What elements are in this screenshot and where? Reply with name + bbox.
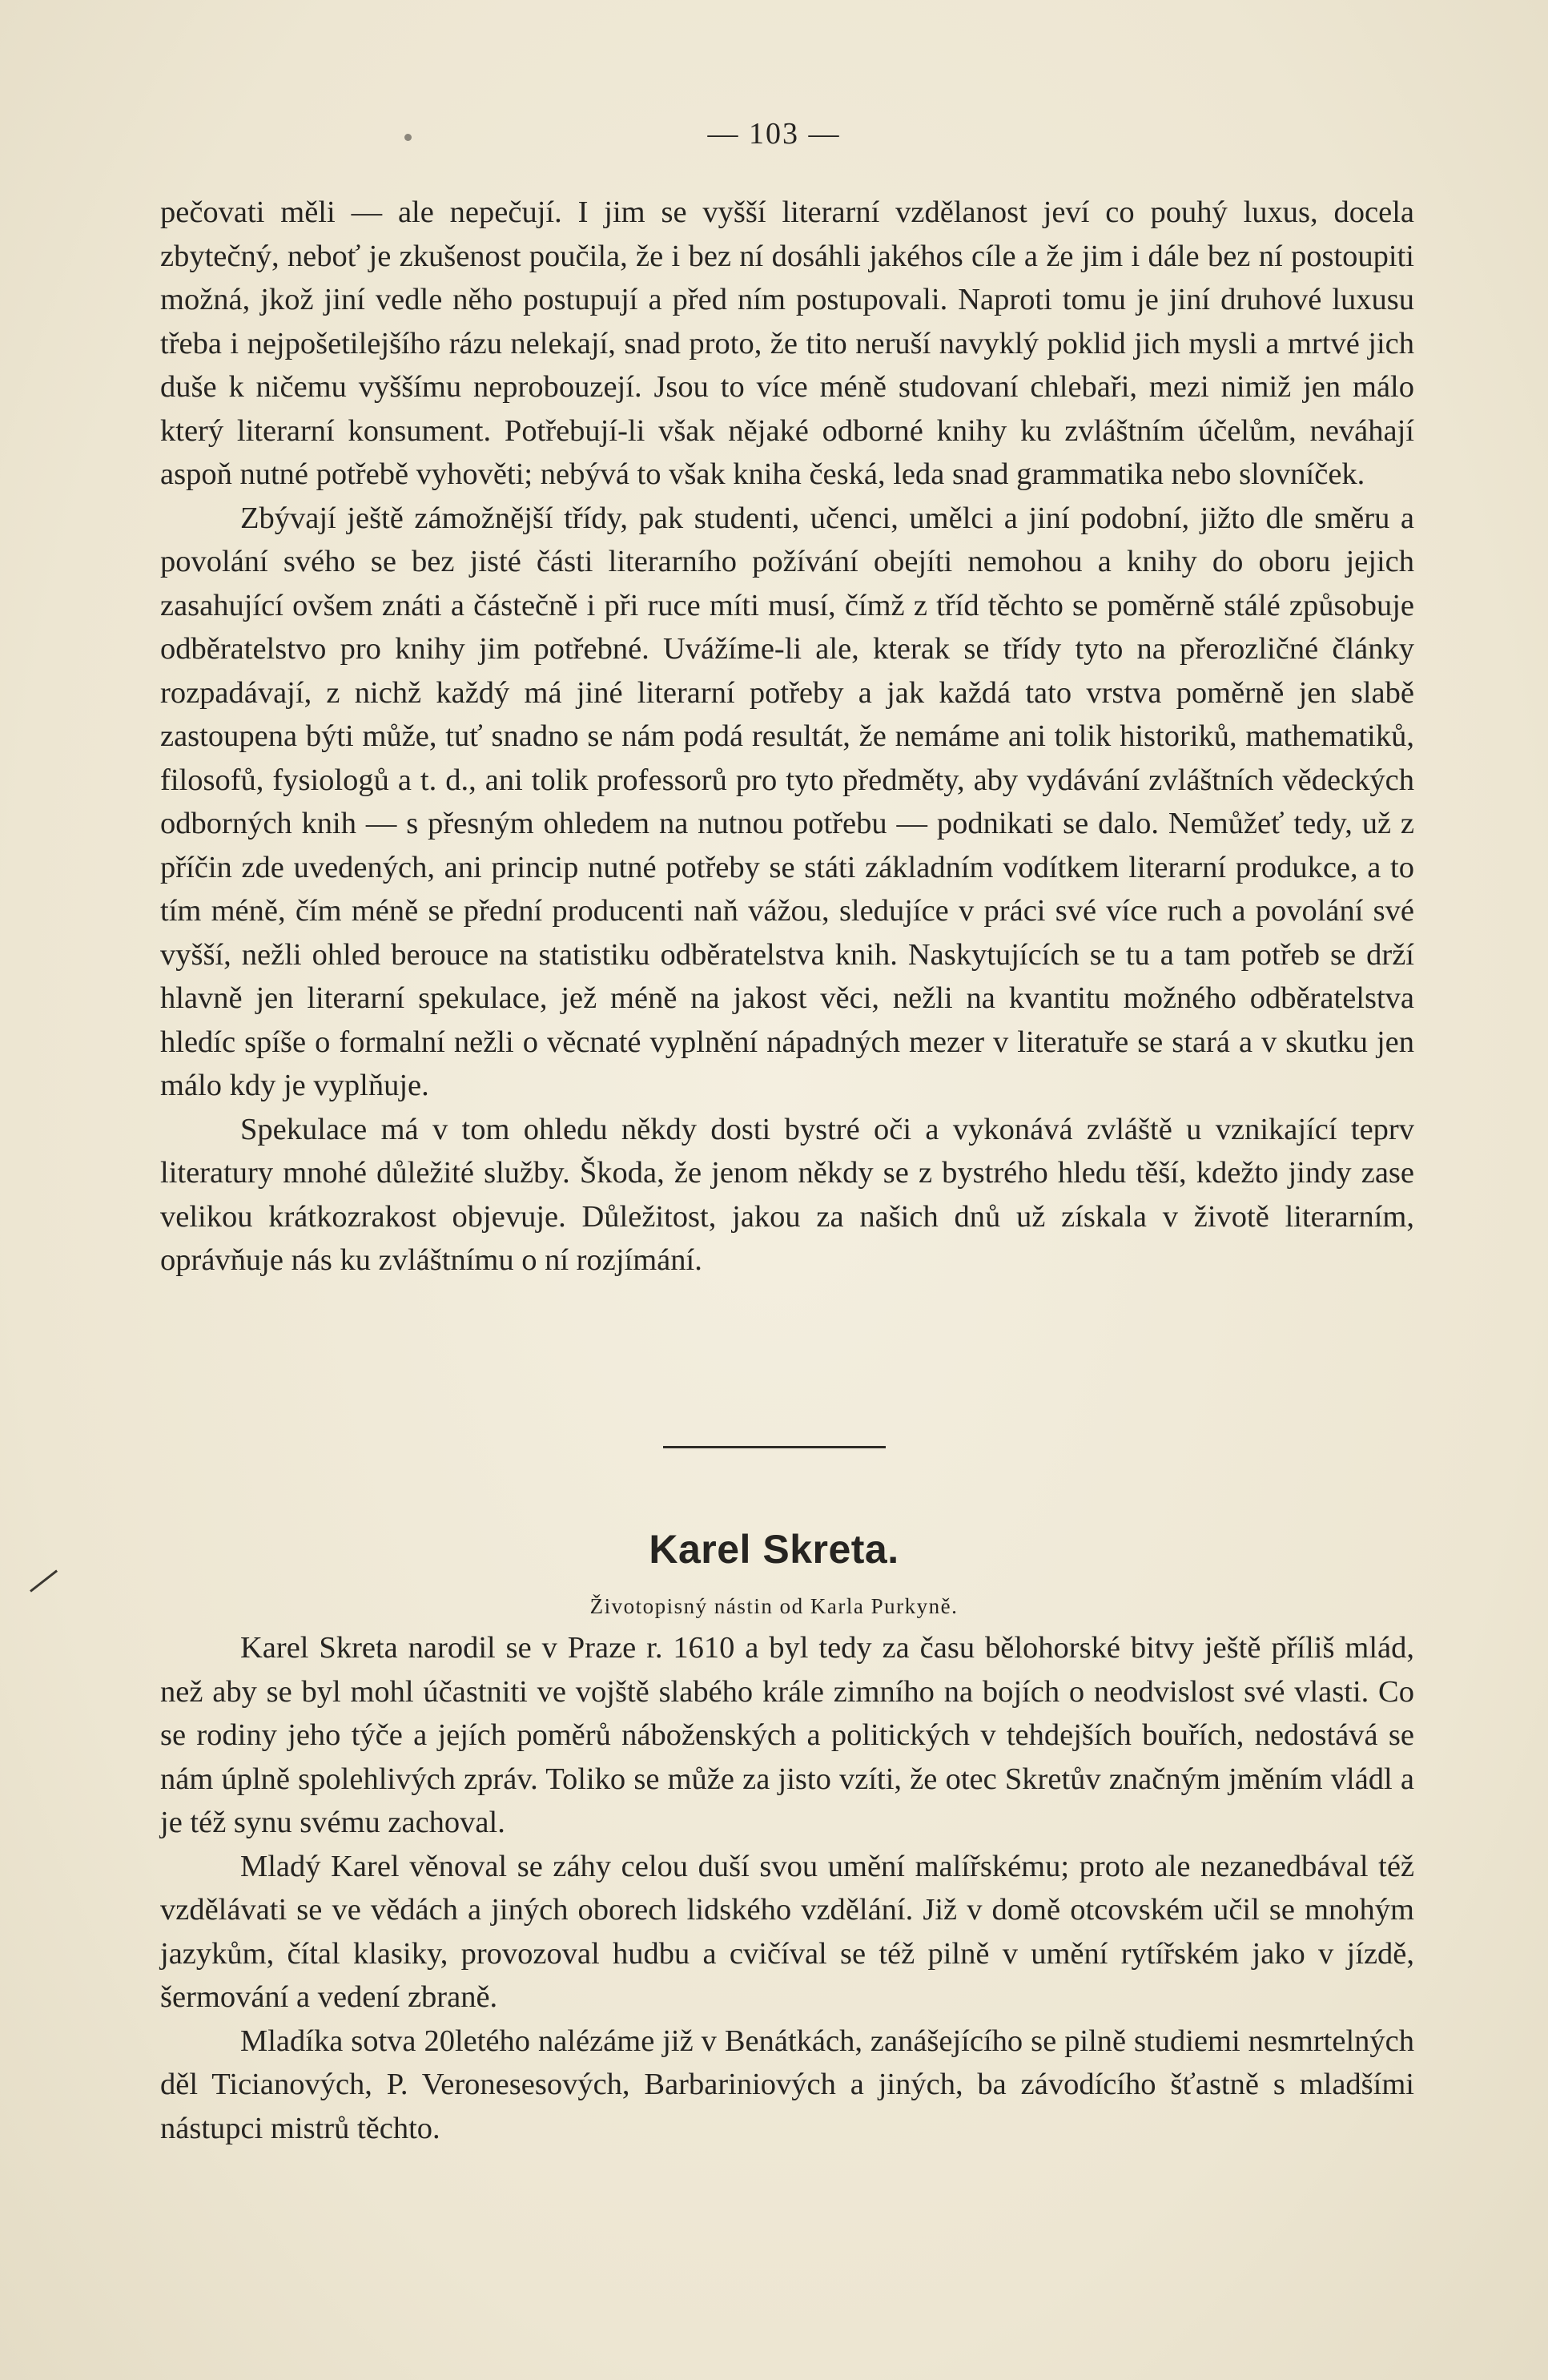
section-divider (663, 1446, 886, 1448)
page-number: — 103 — (707, 117, 841, 151)
article-title: Karel Skreta. (649, 1527, 899, 1572)
essay-paragraph-3: Spekulace má v tom ohledu někdy dosti bystré oči a vykonává zvláště u vznikající teprv literatury mnohé důležité služby. Škoda, že jenom někdy se z bystrého hledu těší, kdežto jindy zase velikou krátkozrakost objevuje. Důležitost, jakou za našich dnů už získala v životě literarním, oprávňuje nás ku zvláštnímu o ní rozjímání. (160, 1112, 1414, 1277)
biography-paragraph-3: Mladíka sotva 20letého nalézáme již v Benátkách, zanášejícího se pilně studiemi nesmrtelných děl Ticianových, P. Veronesesových, Barbariniových a jiných, ba závodícího šťastně s mladšími nástupci mistrů těchto. (160, 2024, 1414, 2145)
biography-text (160, 1626, 1414, 2150)
margin-pencil-mark (30, 1569, 58, 1592)
article-subtitle: Životopisný nástin od Karla Purkyně. (589, 1594, 959, 1618)
essay-paragraph-2: Zbývají ještě zámožnější třídy, pak studenti, učenci, umělci a jiní podobní, jižto dle směru a povolání svého se bez jisté části literarního požívání obejíti nemohou a knihy do oboru jejich zasahující ovšem znáti a částečně i při ruce míti musí, čímž z tříd těchto se poměrně stálé způsobuje odběratelstvo pro knihy jim potřebné. Uvážíme-li ale, kterak se třídy tyto na přerozličné články rozpadávají, z nichž každý má jiné literarní potřeby a jak každá tato vrstva poměrně jen slabě zastoupena býti může, tuť snadno se nám podá resultát, že nemáme ani tolik historiků, mathematiků, filosofů, fysiologů a t. d., ani tolik professorů pro tyto předměty, aby vydávání zvláštních vědeckých odborných knih — s přesným ohledem na nutnou potřebu — podnikati se dalo. Nemůžeť tedy, už z příčin zde uvedených, ani princip nutné potřeby se státi základním vodítkem literarní produkce, a to tím méně, čím méně se přední producenti naň vážou, sledujíce v práci své více ruch a povolání své vyšší, nežli ohled berouce na statistiku odběratelstva knih. Naskytujících se tu a tam potřeb se drží hlavně jen literarní spekulace, jež méně na jakost věci, nežli na kvantitu možného odběratelstva hledíc spíše o formalní nežli o věcnaté vyplnění nápadných mezer v literatuře se stará a v skutku jen málo kdy je vyplňuje. (160, 501, 1414, 1102)
essay-text (160, 191, 1414, 1283)
biography-paragraph-2: Mladý Karel věnoval se záhy celou duší svou umění malířskému; proto ale nezanedbával též vzdělávati se ve vědách a jiných oborech lidského vzdělání. Již v domě otcovském učil se mnohým jazykům, čítal klasiky, provozoval hudbu a cvičíval se též pilně v umění rytířském jako v jízdě, šermování a vedení zbraně. (160, 1849, 1414, 2014)
essay-paragraph-1: pečovati měli — ale nepečují. I jim se vyšší literarní vzdělanost jeví co pouhý luxus, docela zbytečný, neboť je zkušenost poučila, že i bez ní dosáhli jakéhos cíle a že jim i dále bez ní postoupiti možná, jkož jiní vedle něho postupují a před ním postupovali. Naproti tomu je jiní druhové luxusu třeba i nejpošetilejšího rázu nelekají, snad proto, že tito neruší navyklý poklid jich mysli a mrtvé jich duše k ničemu vyššímu neprobouzejí. Jsou to více méně studovaní chlebaři, mezi nimiž jen málo který literarní konsument. Potřebují-li však nějaké odborné knihy ku zvláštním účelům, neváhají aspoň nutné potřebě vyhověti; nebývá to však kniha česká, leda snad grammatika nebo slovníček. (160, 195, 1414, 491)
biography-paragraph-1: Karel Skreta narodil se v Praze r. 1610 a byl tedy za času bělohorské bitvy ještě příliš mlád, než aby se byl mohl účastniti ve vojště slabého krále zimního na bojích o neodvislost své vlasti. Co se rodiny jeho týče a jejích poměrů náboženských a politických v tehdejších bouřích, nedostává se nám úplně spolehlivých zpráv. Toliko se může za jisto vzíti, že otec Skretův značným jměním vládl a je též synu svému zachoval. (160, 1631, 1414, 1839)
